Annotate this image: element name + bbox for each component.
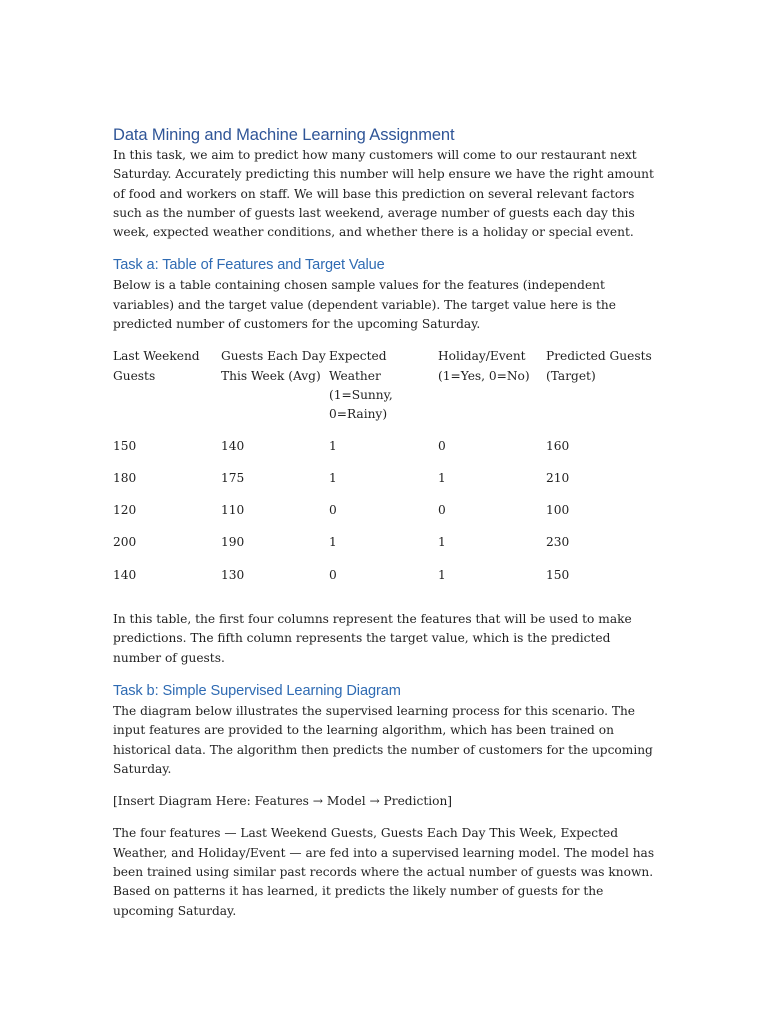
table-cell: 210 [546,470,570,485]
features-table [113,347,658,598]
table-cell: 0 [329,567,337,582]
table-cell: 140 [221,438,245,453]
document-page [113,124,658,934]
table-header-cell: Holiday/Event (1=Yes, 0=No) [438,349,530,383]
table-row [113,566,658,598]
table-cell: 1 [329,470,337,485]
table-row [113,437,658,469]
table-header-cell: Predicted Guests (Target) [546,349,652,383]
table-cell: 0 [329,503,337,518]
table-row [113,501,658,533]
table-cell: 150 [546,567,570,582]
task-a-intro: Below is a table containing chosen sample values for the features (independent variables) and the target value (dependent variable). The target value here is the predicted number of customers for the upcoming Saturday. [113,278,616,332]
table-cell: 1 [438,535,446,550]
table-cell: 110 [221,503,245,518]
task-b-intro: The diagram below illustrates the supervised learning process for this scenario. The input features are provided to the learning algorithm, which has been trained on historical data. The algorithm then predicts the number of customers for the upcoming Saturday. [113,703,653,776]
table-cell: 120 [113,503,137,518]
table-header-cell: Guests Each Day This Week (Avg) [221,349,326,383]
diagram-placeholder: [Insert Diagram Here: Features → Model → Prediction] [113,794,453,809]
table-header-row [113,347,658,436]
intro-paragraph: In this task, we aim to predict how many customers will come to our restaurant next Saturday. Accurately predicting this number will help ensure we have the right amount of food and workers on staff. We will base this prediction on several relevant factors such as the number of guests last weekend, average number of guests each day this week, expected weather conditions, and whether there is a holiday or special event. [113,148,654,240]
task-b-heading: Task b: Simple Supervised Learning Diagram [113,682,401,699]
table-cell: 180 [113,470,137,485]
table-header-cell: Last Weekend Guests [113,349,200,383]
table-cell: 190 [221,535,245,550]
table-cell: 1 [329,438,337,453]
task-a-note: In this table, the first four columns represent the features that will be used to make predictions. The fifth column represents the target value, which is the predicted number of guests. [113,612,632,665]
table-cell: 150 [113,438,137,453]
table-header-cell: Expected Weather (1=Sunny, 0=Rainy) [329,349,393,422]
table-cell: 160 [546,438,570,453]
table-cell: 175 [221,470,245,485]
table-cell: 1 [329,535,337,550]
table-cell: 0 [438,438,446,453]
task-a-heading: Task a: Table of Features and Target Value [113,257,385,274]
table-cell: 130 [221,567,245,582]
table-cell: 0 [438,503,446,518]
table-row [113,533,658,565]
table-cell: 1 [438,470,446,485]
table-cell: 200 [113,535,137,550]
table-cell: 100 [546,503,570,518]
table-cell: 1 [438,567,446,582]
table-cell: 140 [113,567,137,582]
table-cell: 230 [546,535,570,550]
document-title: Data Mining and Machine Learning Assignment [113,126,455,144]
table-row [113,469,658,501]
task-b-explanation: The four features — Last Weekend Guests, Guests Each Day This Week, Expected Weather, and Holiday/Event — are fed into a supervised learning model. The model has been trained using similar past records where the actual number of guests was known. Based on patterns it has learned, it predicts the likely number of guests for the upcoming Saturday. [113,826,655,918]
